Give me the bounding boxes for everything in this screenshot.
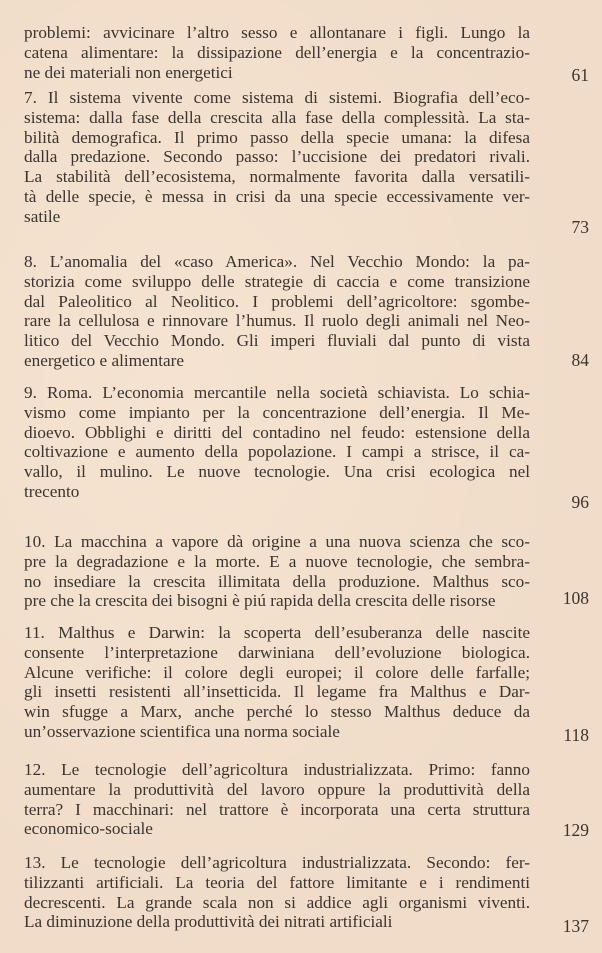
toc-entry-line: terra? I macchinari: nel trattore è incorporata una certa struttura (24, 799, 530, 819)
toc-entry (24, 88, 530, 227)
toc-entry-line: 10. La macchina a vapore dà origine a una nuova scienza che sco- (24, 532, 530, 551)
toc-entry (24, 760, 530, 839)
toc-entry-line: La diminuzione della produttività dei nitrati artificiali (24, 912, 393, 932)
page-number: 108 (562, 588, 589, 608)
toc-entry-line: tà delle specie, è messa in crisi da una specie eccessivamente ver- (24, 186, 530, 206)
toc-entry-line: consente l’interpretazione darwiniana dell’evoluzione biologica. (24, 642, 530, 662)
toc-entry-line: vallo, il mulino. Le nuove tecnologie. Una crisi ecologica nel (24, 462, 530, 482)
toc-entry-line: coltivazione e aumento della popolazione. I campi a strisce, il ca- (24, 442, 530, 462)
page-number: 96 (571, 492, 589, 512)
page-number: 118 (563, 725, 589, 745)
toc-entry (24, 23, 530, 82)
toc-entry-line: 11. Malthus e Darwin: la scoperta dell’esuberanza delle nascite (24, 623, 530, 642)
toc-entry-line: win sfugge a Marx, anche perché lo stesso Malthus deduce da (24, 702, 530, 722)
toc-entry-line: tilizzanti artificiali. La teoria del fattore limitante e i rendimenti (24, 872, 530, 892)
toc-entry-line: no insediare la crescita illimitata della produzione. Malthus sco- (24, 571, 530, 591)
toc-entry-line: sistema: dalla fase della crescita alla fase della complessità. La sta- (24, 107, 530, 127)
toc-entry (24, 383, 530, 502)
toc-entry-line: 7. Il sistema vivente come sistema di sistemi. Biografia dell’eco- (24, 88, 530, 107)
page-number: 84 (571, 350, 589, 370)
toc-entry (24, 252, 530, 371)
toc-entry-line: aumentare la produttività del lavoro oppure la produttività della (24, 779, 530, 799)
page-number: 61 (571, 65, 589, 85)
toc-entry-line: storizia come sviluppo delle strategie di caccia e come transizione (24, 271, 530, 291)
toc-entry-line: bilità demografica. Il primo passo della specie umana: la difesa (24, 127, 530, 147)
toc-entry-line: satile (24, 206, 61, 226)
toc-entry-line: economico-sociale (24, 819, 153, 839)
toc-entry-line: 13. Le tecnologie dell’agricoltura industrializzata. Secondo: fer- (24, 853, 530, 872)
toc-entry-line: 12. Le tecnologie dell’agricoltura industrializzata. Primo: fanno (24, 760, 530, 779)
toc-entry-line: 8. L’anomalia del «caso America». Nel Vecchio Mondo: la pa- (24, 252, 530, 271)
toc-entry-line: Alcune verifiche: il colore degli europei; il colore delle farfalle; (24, 662, 530, 682)
toc-entry-line: dioevo. Obblighi e diritti del contadino nel feudo: estensione della (24, 422, 530, 442)
toc-entry (24, 853, 530, 932)
toc-entry-line: problemi: avvicinare l’altro sesso e allontanare i figli. Lungo la (24, 23, 530, 42)
toc-entry-line: vismo come impianto per la concentrazione dell’energia. Il Me- (24, 402, 530, 422)
toc-entry-line: catena alimentare: la dissipazione dell’energia e la concentrazio- (24, 42, 530, 62)
toc-entry-line: rare la cellulosa e rinnovare l’humus. Il ruolo degli animali nel Neo- (24, 311, 530, 331)
toc-entry (24, 532, 530, 611)
toc-entry-line: dal Paleolitico al Neolitico. I problemi dell’agricoltore: sgombe- (24, 291, 530, 311)
toc-entry (24, 623, 530, 742)
toc-entry-line: gli insetti resistenti all’insetticida. Il legame fra Malthus e Dar- (24, 682, 530, 702)
toc-entry-line: energetico e alimentare (24, 350, 185, 370)
toc-entry-line: dalla predazione. Secondo passo: l’uccisione dei predatori rivali. (24, 147, 530, 167)
toc-entry-line: un’osservazione scientifica una norma sociale (24, 721, 340, 741)
toc-entry-line: ne dei materiali non energetici (24, 62, 233, 82)
toc-entry-line: decrescenti. La grande scala non si addice agli organismi viventi. (24, 892, 530, 912)
toc-entry-line: pre la degradazione e la morte. E a nuove tecnologie, che sembra- (24, 551, 530, 571)
page-number: 73 (571, 217, 589, 237)
page-number: 137 (562, 916, 589, 936)
toc-entry-line: trecento (24, 481, 80, 501)
toc-entry-line: pre che la crescita dei bisogni è piú rapida della crescita delle risorse (24, 591, 496, 611)
toc-entry-line: 9. Roma. L’economia mercantile nella società schiavista. Lo schia- (24, 383, 530, 402)
toc-entry-line: litico del Vecchio Mondo. Gli imperi fluviali dal punto di vista (24, 331, 530, 351)
toc-entry-line: La stabilità dell’ecosistema, normalmente favorita dalla versatili- (24, 167, 530, 187)
page-number: 129 (562, 820, 589, 840)
